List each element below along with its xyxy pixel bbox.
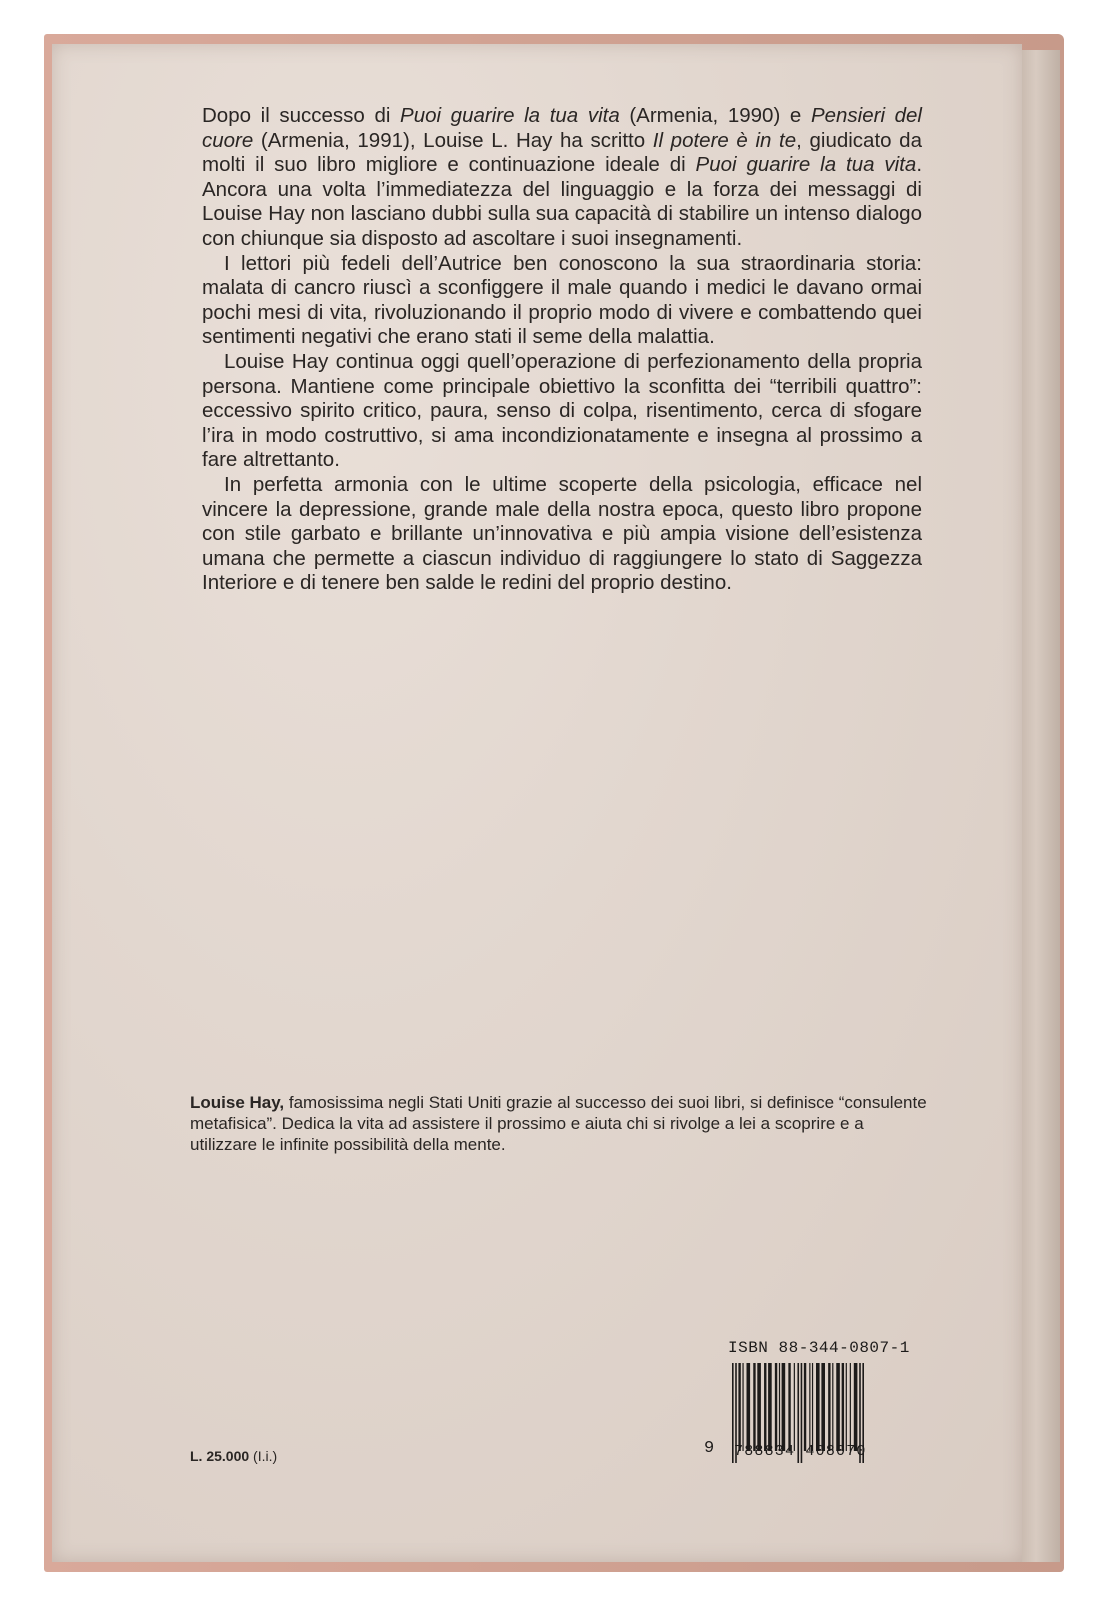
- barcode-bar: [757, 1363, 761, 1451]
- barcode-bar: [832, 1363, 833, 1451]
- barcode-bar: [768, 1363, 772, 1451]
- barcode-bar: [779, 1363, 780, 1451]
- price-label: [190, 1448, 277, 1464]
- isbn-text: ISBN 88-344-0807-1: [728, 1339, 910, 1357]
- barcode-bar: [842, 1363, 844, 1451]
- author-name: Louise Hay,: [190, 1093, 285, 1112]
- barcode-bar: [821, 1363, 825, 1451]
- barcode-bar: [775, 1363, 777, 1451]
- barcode-bar: [846, 1363, 847, 1451]
- blurb-text-fragment: , giudicato da molti il suo libro migliore e continuazione ideale di: [202, 128, 922, 177]
- ean-first-digit: 9: [704, 1439, 715, 1458]
- barcode-bar: [850, 1363, 851, 1451]
- author-bio-text: famosissima negli Stati Uniti grazie al successo dei suoi libri, si definisce “consulente metafisica”. Dedica la vita ad assistere il prossimo e aiuta chi si rivolge a lei a scoprire e a utilizzare le infinite possibilità della mente.: [190, 1093, 927, 1154]
- blurb-paragraph-3: Louise Hay continua oggi quell’operazione di perfezionamento della propria persona. Mantiene come principale obiettivo la sconfitta dei “terribili quattro”: eccessivo spirito critico, paura, senso di colpa, risentimento, cerca di sfogare l’ira in modo costruttivo, si ama incondizionatamente e insegna al prossimo a fare altrettanto.: [202, 349, 922, 472]
- barcode-bar: [828, 1363, 830, 1451]
- ean-digits: 788834 408070: [734, 1443, 867, 1460]
- blurb-text-fragment: . Ancora una volta l’immediatezza del linguaggio e la forza dei messaggi di Louise Hay non lasciano dubbi sulla sua capacità di stabilire un intenso dialogo con chiunque sia disposto ad ascoltare i suoi insegnamenti.: [202, 153, 923, 250]
- barcode-bar: [764, 1363, 766, 1451]
- barcode-bar: [809, 1363, 810, 1451]
- book-page-edge: [1020, 50, 1060, 1562]
- barcode-bar: [788, 1363, 790, 1451]
- blurb-paragraph-2: I lettori più fedeli dell’Autrice ben conoscono la sua straordinaria storia: malata di cancro riuscì a sconfiggere il male quando i medici le davano ormai pochi mesi di vita, rivoluzionando il proprio modo di vivere e combattendo quei sentimenti negativi che erano stati il seme della malattia.: [202, 251, 922, 349]
- barcode-bar: [742, 1363, 743, 1451]
- book-title-italic: Pensieri del cuore: [202, 104, 922, 152]
- blurb-paragraph-1: [202, 104, 922, 252]
- blurb-text-fragment: (Armenia, 1991), Louise L. Hay ha scritto: [253, 128, 653, 152]
- barcode-block: [700, 1339, 930, 1479]
- price-amount: L. 25.000: [190, 1448, 250, 1464]
- barcode-bar: [753, 1363, 755, 1451]
- barcode-bar: [738, 1363, 740, 1451]
- blurb-text-fragment: Dopo il successo di: [202, 104, 401, 127]
- blurb-paragraph-4: In perfetta armonia con le ultime scoperte della psicologia, efficace nel vincere la depressione, grande male della nostra epoca, questo libro propone con stile garbato e brillante un’innovativa e più ampia visione dell’esistenza umana che permette a ciascun individuo di raggiungere lo stato di Saggezza Interiore e di tenere ben salde le redini del proprio destino.: [202, 472, 922, 595]
- book-title-italic: Puoi guarire la tua vita: [400, 104, 620, 127]
- price-note: (I.i.): [249, 1448, 278, 1464]
- barcode-bar: [747, 1363, 751, 1451]
- barcode-bar: [836, 1363, 840, 1451]
- author-bio: [190, 1092, 930, 1155]
- barcode-bar: [812, 1363, 813, 1451]
- barcode-bar: [782, 1363, 786, 1451]
- barcode-bar: [854, 1363, 858, 1451]
- blurb-text: [202, 104, 922, 596]
- book-title-italic: Il potere è in te: [652, 128, 797, 152]
- barcode-bar: [794, 1363, 795, 1451]
- book-title-italic: Puoi guarire la tua vita: [695, 153, 917, 177]
- blurb-text-fragment: (Armenia, 1990) e: [619, 104, 811, 127]
- barcode-bar: [816, 1363, 820, 1451]
- barcode-bar: [804, 1363, 806, 1451]
